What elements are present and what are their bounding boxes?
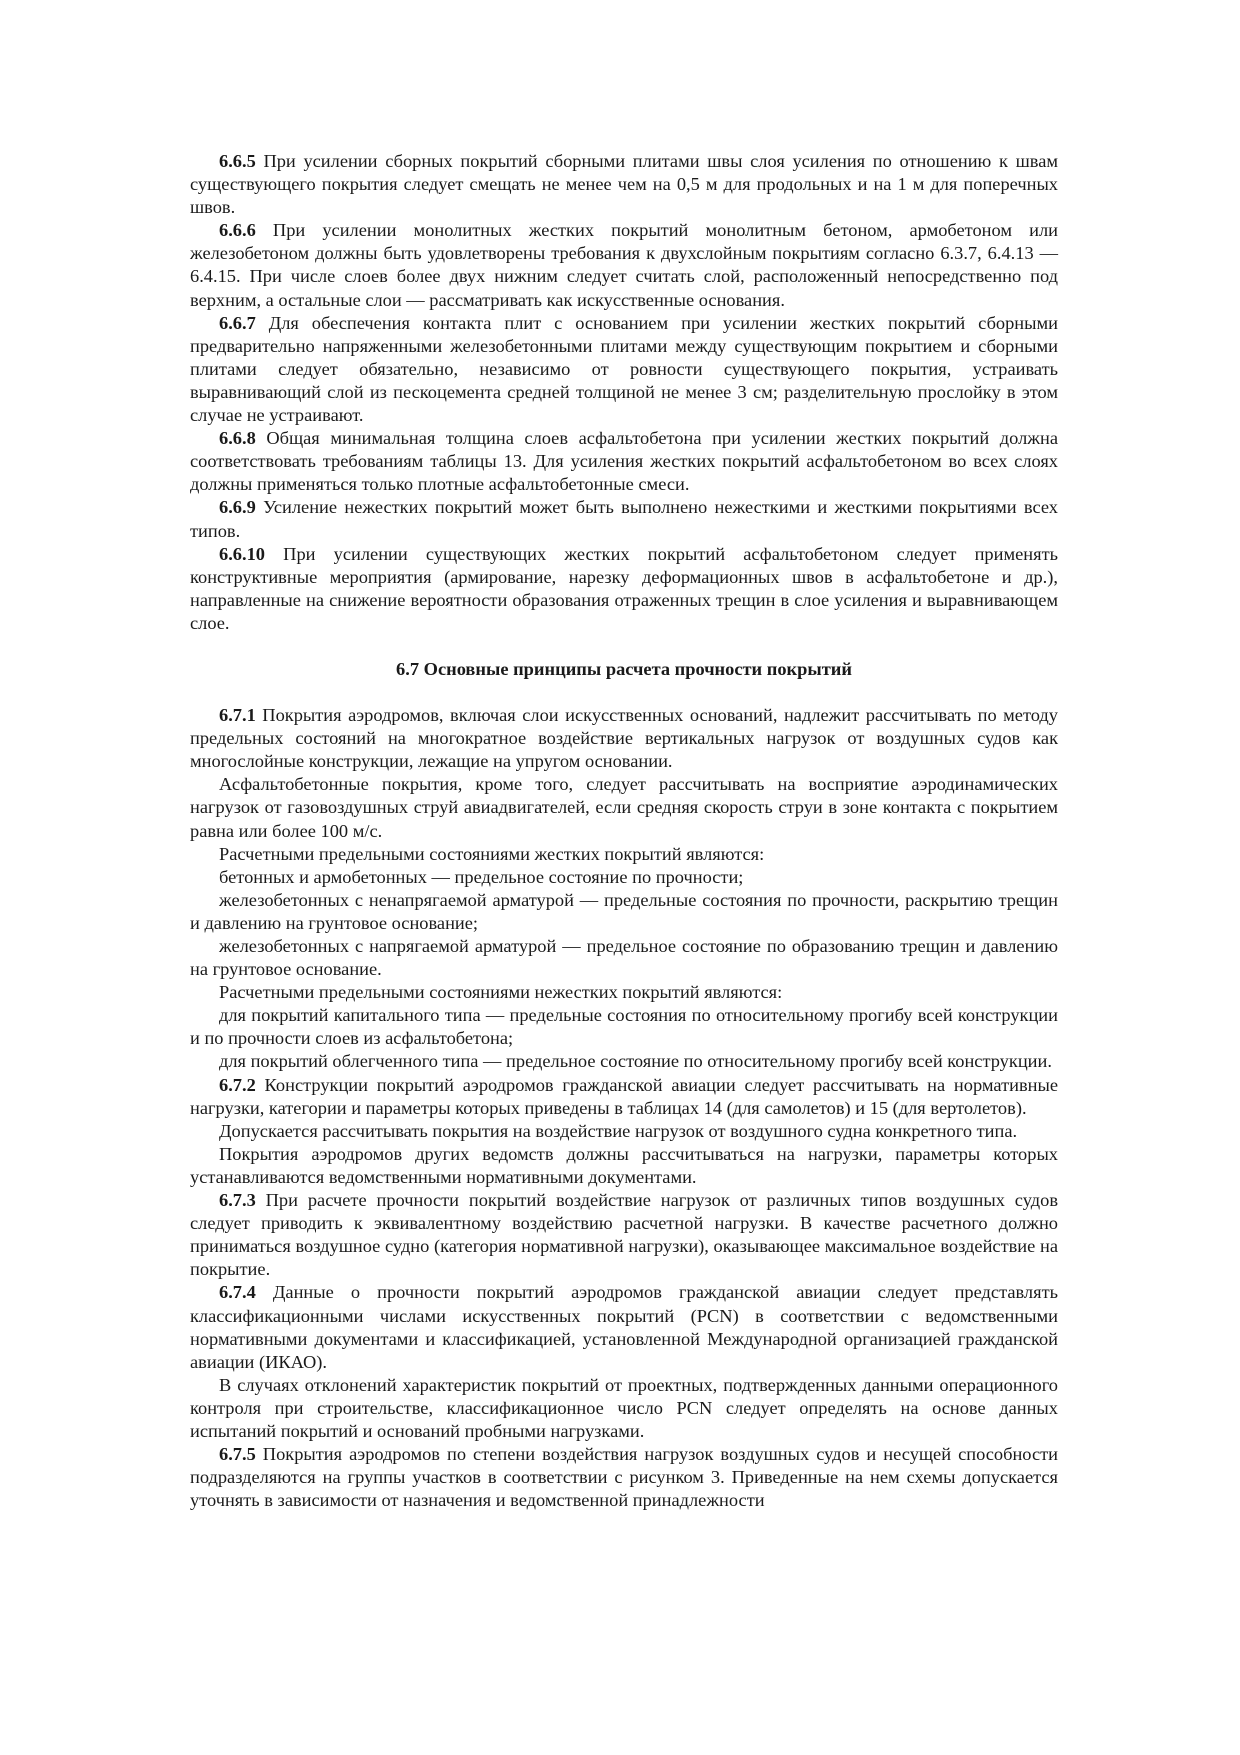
paragraph-text: Асфальтобетонные покрытия, кроме того, следует рассчитывать на восприятие аэродинамических нагрузок от газовоздушных струй авиадвигателей, если средняя скорость струи в зоне контакта с покрытием равна или более 100 м/с. bbox=[190, 774, 1058, 841]
clause-6-6-8 bbox=[190, 427, 1058, 496]
clause-number: 6.7.4 bbox=[219, 1282, 256, 1303]
clause-6-6-9 bbox=[190, 496, 1058, 542]
clause-text: Усиление нежестких покрытий может быть выполнено нежесткими и жесткими покрытиями всех типов. bbox=[190, 497, 1058, 541]
paragraph bbox=[190, 1120, 1058, 1143]
clause-6-7-1 bbox=[190, 704, 1058, 773]
paragraph-text: Допускается рассчитывать покрытия на воздействие нагрузок от воздушного судна конкретного типа. bbox=[219, 1120, 1018, 1141]
paragraph-text: Расчетными предельными состояниями жестких покрытий являются: bbox=[219, 843, 765, 864]
clause-text: При усилении сборных покрытий сборными плитами швы слоя усиления по отношению к швам существующего покрытия следует смещать не менее чем на 0,5 м для продольных и на 1 м для поперечных швов. bbox=[190, 151, 1058, 218]
list-item bbox=[190, 889, 1058, 935]
paragraph-text: Покрытия аэродромов других ведомств должны рассчитываться на нагрузки, параметры которых устанавливаются ведомственными нормативными документами. bbox=[190, 1143, 1058, 1187]
paragraph bbox=[190, 981, 1058, 1004]
clause-number: 6.6.5 bbox=[219, 151, 256, 171]
document-page bbox=[190, 150, 1058, 1512]
paragraph-text: для покрытий облегченного типа — предельное состояние по относительному прогибу всей конструкции. bbox=[219, 1051, 1052, 1072]
clause-number: 6.6.6 bbox=[219, 220, 256, 241]
paragraph-text: бетонных и армобетонных — предельное состояние по прочности; bbox=[219, 866, 744, 887]
clause-number: 6.6.8 bbox=[219, 428, 256, 449]
clause-6-6-7 bbox=[190, 312, 1058, 427]
clause-6-7-3 bbox=[190, 1189, 1058, 1281]
paragraph-text: для покрытий капитального типа — предельные состояния по относительному прогибу всей конструкции и по прочности слоев из асфальтобетона; bbox=[190, 1005, 1058, 1049]
clause-number: 6.6.7 bbox=[219, 312, 256, 333]
clause-6-7-4 bbox=[190, 1281, 1058, 1373]
paragraph-text: В случаях отклонений характеристик покрытий от проектных, подтвержденных данными операционного контроля при строительстве, классификационное число PCN следует определять на основе данных испытаний покрытий и оснований пробными нагрузками. bbox=[190, 1374, 1058, 1441]
list-item bbox=[190, 1004, 1058, 1050]
clause-text: Конструкции покрытий аэродромов гражданской авиации следует рассчитывать на нормативные нагрузки, категории и параметры которых приведены в таблицах 14 (для самолетов) и 15 (для вертолетов). bbox=[190, 1074, 1058, 1118]
clause-text: Покрытия аэродромов, включая слои искусственных оснований, надлежит рассчитывать по методу предельных состояний на многократное воздействие вертикальных нагрузок от воздушных судов как многослойные конструкции, лежащие на упругом основании. bbox=[190, 705, 1058, 772]
clause-text: При усилении монолитных жестких покрытий монолитным бетоном, армобетоном или железобетоном должны быть удовлетворены требования к двухслойным покрытиям согласно 6.3.7, 6.4.13 — 6.4.15. При числе слоев более двух нижним следует считать слой, расположенный непосредственно под верхним, а остальные слои — рассматривать как искусственные основания. bbox=[190, 220, 1058, 310]
paragraph bbox=[190, 1143, 1058, 1189]
clause-text: Общая минимальная толщина слоев асфальтобетона при усилении жестких покрытий должна соответствовать требованиям таблицы 13. Для усиления жестких покрытий асфальтобетоном во всех слоях должны применяться только плотные асфальтобетонные смеси. bbox=[190, 428, 1058, 495]
section-heading-6-7: 6.7 Основные принципы расчета прочности покрытий bbox=[396, 658, 852, 679]
list-item bbox=[190, 935, 1058, 981]
clause-number: 6.7.2 bbox=[219, 1074, 256, 1095]
clause-text: Покрытия аэродромов по степени воздействия нагрузок воздушных судов и несущей способности подразделяются на группы участков в соответствии с рисунком 3. Приведенные на нем схемы допускается уточнять в зависимости от назначения и ведомственной принадлежности bbox=[190, 1444, 1058, 1511]
clause-text: При расчете прочности покрытий воздействие нагрузок от различных типов воздушных судов следует приводить к эквивалентному воздействию расчетной нагрузки. В качестве расчетного должно приниматься воздушное судно (категория нормативной нагрузки), оказывающее максимальное воздействие на покрытие. bbox=[190, 1190, 1058, 1280]
paragraph bbox=[190, 843, 1058, 866]
clause-6-7-5 bbox=[190, 1443, 1058, 1512]
list-item bbox=[190, 1050, 1058, 1073]
clause-text: При усилении существующих жестких покрытий асфальтобетоном следует применять конструктивные мероприятия (армирование, нарезку деформационных швов в асфальтобетоне и др.), направленные на снижение вероятности образования отраженных трещин в слое усиления и выравнивающем слое. bbox=[190, 543, 1058, 633]
paragraph bbox=[190, 1374, 1058, 1443]
paragraph bbox=[190, 773, 1058, 842]
paragraph-text: железобетонных с напрягаемой арматурой — предельное состояние по образованию трещин и давлению на грунтовое основание. bbox=[190, 936, 1058, 980]
clause-6-6-10 bbox=[190, 543, 1058, 635]
paragraph-text: Расчетными предельными состояниями нежестких покрытий являются: bbox=[219, 982, 783, 1003]
paragraph-text: железобетонных с ненапрягаемой арматурой — предельные состояния по прочности, раскрытию трещин и давлению на грунтовое основание; bbox=[190, 889, 1058, 933]
clause-text: Данные о прочности покрытий аэродромов гражданской авиации следует представлять классификационными числами искусственных покрытий (PCN) в соответствии с ведомственными нормативными документами и классификацией, установленной Международной организацией гражданской авиации (ИКАО). bbox=[190, 1282, 1058, 1372]
clause-text: Для обеспечения контакта плит с основанием при усилении жестких покрытий сборными предварительно напряженными железобетонными плитами между существующим покрытием и сборными плитами следует обязательно, независимо от ровности существующего покрытия, устраивать выравнивающий слой из пескоцемента средней толщиной не менее 3 см; разделительную прослойку в этом случае не устраивают. bbox=[190, 312, 1058, 426]
clause-number: 6.7.5 bbox=[219, 1444, 256, 1465]
clause-6-6-6 bbox=[190, 219, 1058, 311]
list-item bbox=[190, 866, 1058, 889]
clause-number: 6.6.10 bbox=[219, 543, 265, 564]
clause-number: 6.7.1 bbox=[219, 705, 256, 726]
clause-6-6-5 bbox=[190, 150, 1058, 219]
clause-6-7-2 bbox=[190, 1074, 1058, 1120]
clause-number: 6.6.9 bbox=[219, 497, 256, 518]
clause-number: 6.7.3 bbox=[219, 1190, 256, 1211]
